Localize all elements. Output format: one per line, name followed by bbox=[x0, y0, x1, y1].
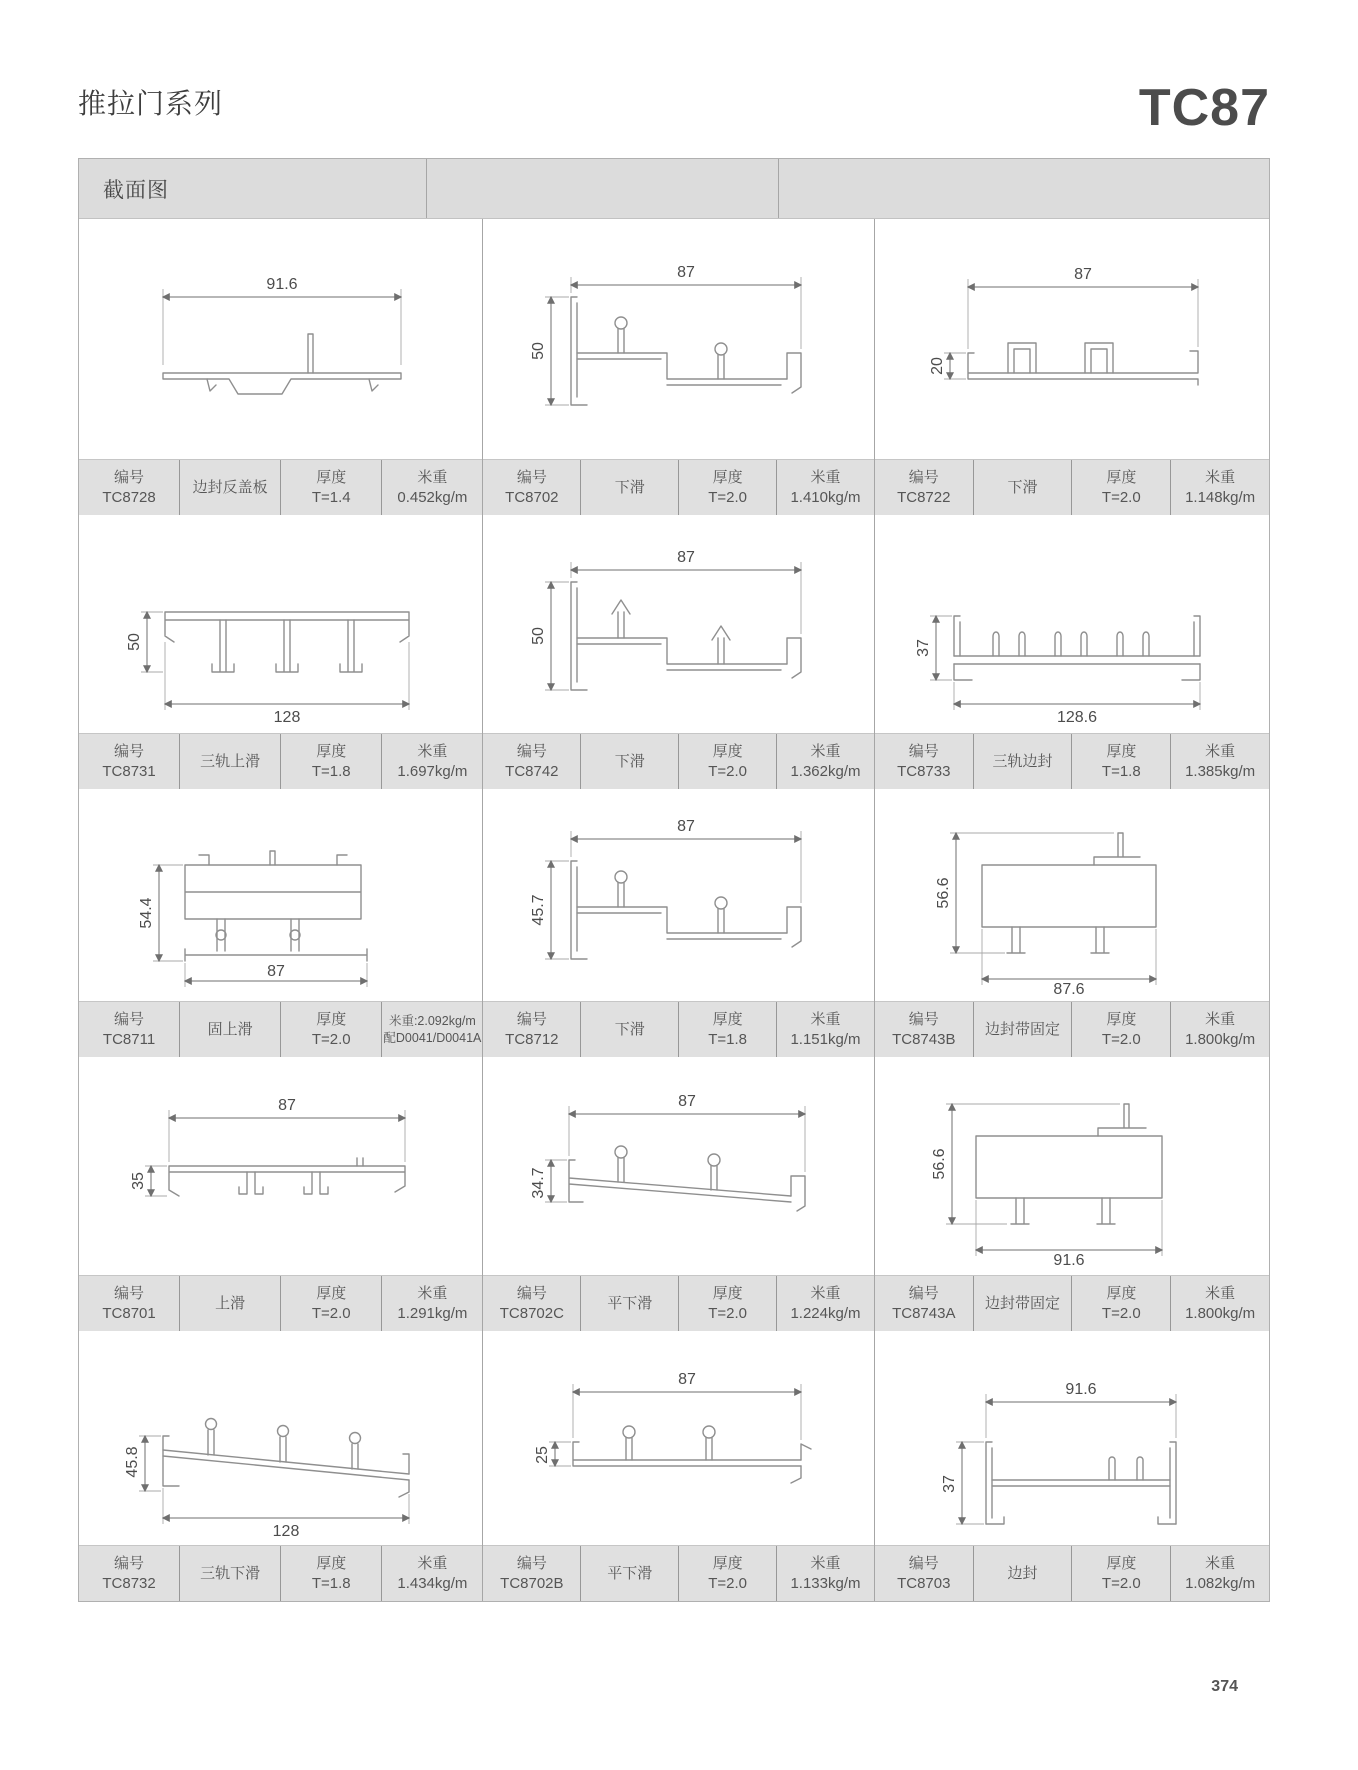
cross-section-drawing-TC8711 bbox=[111, 795, 451, 995]
spec-thickness: 厚度 T=2.0 bbox=[1071, 460, 1170, 515]
table-header-cell bbox=[426, 159, 777, 218]
profile-cell-TC8728 bbox=[79, 219, 482, 515]
spec-name: 三轨边封 bbox=[973, 734, 1072, 789]
dim-label: 50 bbox=[529, 342, 547, 360]
spec-weight: 米重 1.291kg/m bbox=[381, 1276, 482, 1331]
table-row bbox=[79, 219, 1269, 515]
dim-label: 91.6 bbox=[1065, 1381, 1097, 1398]
spec-code: 编号 TC8743B bbox=[892, 1011, 956, 1048]
spec-thickness: 厚度 T=2.0 bbox=[678, 1546, 776, 1601]
cross-section-diagram bbox=[875, 1057, 1269, 1275]
dim-label: 87 bbox=[266, 963, 285, 980]
dim-label: 54.4 bbox=[137, 897, 155, 929]
dim-label: 91.6 bbox=[266, 276, 298, 293]
profile-cell-TC8743A bbox=[874, 1057, 1269, 1331]
spec-weight: 米重 1.385kg/m bbox=[1170, 734, 1269, 789]
profile-cell-TC8722 bbox=[874, 219, 1269, 515]
series-title: 推拉门系列 bbox=[78, 88, 224, 119]
cross-section-drawing-TC8742 bbox=[509, 524, 849, 724]
dim-label: 87 bbox=[676, 264, 695, 281]
spec-strip bbox=[483, 1545, 874, 1601]
spec-thickness: 厚度 T=2.0 bbox=[1071, 1276, 1170, 1331]
spec-name: 下滑 bbox=[580, 1002, 678, 1057]
table-header-row bbox=[79, 159, 1269, 219]
dim-label: 45.8 bbox=[123, 1446, 141, 1478]
cross-section-diagram bbox=[79, 789, 482, 1001]
spec-name: 上滑 bbox=[179, 1276, 280, 1331]
dim-label: 35 bbox=[129, 1172, 147, 1190]
spec-weight: 米重 1.082kg/m bbox=[1170, 1546, 1269, 1601]
spec-weight: 米重:2.092kg/m 配D0041/D0041A bbox=[381, 1002, 482, 1057]
table-row bbox=[79, 789, 1269, 1057]
profile-cell-TC8743B bbox=[874, 789, 1269, 1057]
profile-cell-TC8742 bbox=[482, 515, 874, 789]
cross-section-diagram bbox=[79, 1057, 482, 1275]
table-row bbox=[79, 515, 1269, 789]
spec-weight: 米重 1.151kg/m bbox=[776, 1002, 874, 1057]
dim-label: 87 bbox=[677, 1371, 696, 1388]
spec-name: 平下滑 bbox=[580, 1276, 678, 1331]
dim-label: 128.6 bbox=[1056, 709, 1097, 724]
spec-weight: 米重 1.800kg/m bbox=[1170, 1002, 1269, 1057]
profile-cell-TC8701 bbox=[79, 1057, 482, 1331]
table-row bbox=[79, 1331, 1269, 1601]
spec-strip bbox=[483, 1275, 874, 1331]
spec-weight: 米重 1.800kg/m bbox=[1170, 1276, 1269, 1331]
spec-thickness: 厚度 T=2.0 bbox=[1071, 1546, 1170, 1601]
cross-section-diagram bbox=[79, 515, 482, 733]
dim-label: 37 bbox=[940, 1475, 958, 1493]
spec-weight: 米重 1.434kg/m bbox=[381, 1546, 482, 1601]
cross-section-drawing-TC8722 bbox=[902, 239, 1242, 439]
dim-label: 34.7 bbox=[529, 1167, 547, 1199]
spec-strip bbox=[483, 1001, 874, 1057]
dim-label: 20 bbox=[928, 357, 946, 375]
cross-section-diagram bbox=[483, 1057, 874, 1275]
spec-thickness: 厚度 T=2.0 bbox=[678, 460, 776, 515]
cross-section-drawing-TC8743A bbox=[902, 1066, 1242, 1266]
spec-name: 下滑 bbox=[580, 460, 678, 515]
cross-section-diagram bbox=[875, 515, 1269, 733]
spec-code: 编号 TC8733 bbox=[897, 743, 951, 780]
spec-strip bbox=[875, 733, 1269, 789]
dim-label: 50 bbox=[529, 627, 547, 645]
cross-section-drawing-TC8702 bbox=[509, 239, 849, 439]
cross-section-drawing-TC8702B bbox=[509, 1338, 849, 1538]
profile-table bbox=[78, 158, 1270, 1602]
cross-section-drawing-TC8732 bbox=[111, 1338, 451, 1538]
cross-section-drawing-TC8702C bbox=[509, 1066, 849, 1266]
spec-code: 编号 TC8732 bbox=[102, 1555, 156, 1592]
cross-section-drawing-TC8731 bbox=[111, 524, 451, 724]
cross-section-drawing-TC8728 bbox=[111, 239, 451, 439]
spec-thickness: 厚度 T=1.8 bbox=[280, 1546, 381, 1601]
spec-code: 编号 TC8731 bbox=[102, 743, 156, 780]
spec-strip bbox=[875, 1275, 1269, 1331]
dim-label: 37 bbox=[914, 639, 932, 657]
spec-name: 三轨上滑 bbox=[179, 734, 280, 789]
spec-code: 编号 TC8712 bbox=[505, 1011, 559, 1048]
spec-weight: 米重 1.697kg/m bbox=[381, 734, 482, 789]
profile-cell-TC8702C bbox=[482, 1057, 874, 1331]
dim-label: 91.6 bbox=[1053, 1252, 1085, 1266]
cross-section-diagram bbox=[875, 789, 1269, 1001]
table-header-cell: 截面图 bbox=[103, 178, 169, 202]
table-row bbox=[79, 1057, 1269, 1331]
profile-cell-TC8711 bbox=[79, 789, 482, 1057]
dim-label: 87 bbox=[1074, 266, 1092, 283]
spec-thickness: 厚度 T=1.8 bbox=[280, 734, 381, 789]
cross-section-diagram bbox=[875, 219, 1269, 459]
cross-section-drawing-TC8743B bbox=[902, 795, 1242, 995]
spec-thickness: 厚度 T=2.0 bbox=[280, 1276, 381, 1331]
profile-cell-TC8712 bbox=[482, 789, 874, 1057]
dim-label: 56.6 bbox=[930, 1148, 948, 1180]
dim-label: 45.7 bbox=[529, 894, 547, 926]
profile-cell-TC8702B bbox=[482, 1331, 874, 1601]
cross-section-diagram bbox=[483, 219, 874, 459]
profile-cell-TC8733 bbox=[874, 515, 1269, 789]
dim-label: 87 bbox=[676, 818, 695, 835]
spec-strip bbox=[79, 1275, 482, 1331]
spec-strip bbox=[79, 733, 482, 789]
spec-code: 编号 TC8728 bbox=[102, 469, 156, 506]
spec-thickness: 厚度 T=1.8 bbox=[678, 1002, 776, 1057]
spec-weight: 米重 1.362kg/m bbox=[776, 734, 874, 789]
dim-label: 128 bbox=[272, 1523, 300, 1538]
cross-section-drawing-TC8733 bbox=[902, 524, 1242, 724]
cross-section-diagram bbox=[79, 219, 482, 459]
spec-code: 编号 TC8711 bbox=[102, 1011, 156, 1048]
profile-cell-TC8731 bbox=[79, 515, 482, 789]
spec-name: 固上滑 bbox=[179, 1002, 280, 1057]
spec-code: 编号 TC8702C bbox=[499, 1285, 564, 1322]
spec-thickness: 厚度 T=2.0 bbox=[678, 734, 776, 789]
spec-name: 边封带固定 bbox=[973, 1002, 1072, 1057]
spec-strip bbox=[483, 459, 874, 515]
spec-strip bbox=[79, 459, 482, 515]
spec-thickness: 厚度 T=1.4 bbox=[280, 460, 381, 515]
cross-section-diagram bbox=[483, 1331, 874, 1545]
spec-code: 编号 TC8742 bbox=[505, 743, 559, 780]
spec-code: 编号 TC8702B bbox=[500, 1555, 564, 1592]
spec-strip bbox=[79, 1545, 482, 1601]
dim-label: 128 bbox=[273, 709, 301, 724]
cross-section-diagram bbox=[483, 515, 874, 733]
spec-code: 编号 TC8701 bbox=[102, 1285, 156, 1322]
spec-name: 边封反盖板 bbox=[179, 460, 280, 515]
spec-name: 边封 bbox=[973, 1546, 1072, 1601]
spec-name: 下滑 bbox=[580, 734, 678, 789]
spec-name: 三轨下滑 bbox=[179, 1546, 280, 1601]
spec-thickness: 厚度 T=1.8 bbox=[1071, 734, 1170, 789]
spec-name: 边封带固定 bbox=[973, 1276, 1072, 1331]
spec-code: 编号 TC8722 bbox=[897, 469, 951, 506]
dim-label: 50 bbox=[125, 633, 143, 651]
dim-label: 25 bbox=[533, 1446, 551, 1464]
cross-section-drawing-TC8703 bbox=[902, 1338, 1242, 1538]
spec-weight: 米重 0.452kg/m bbox=[381, 460, 482, 515]
spec-strip bbox=[483, 733, 874, 789]
dim-label: 56.6 bbox=[934, 877, 952, 909]
profile-cell-TC8703 bbox=[874, 1331, 1269, 1601]
spec-thickness: 厚度 T=2.0 bbox=[1071, 1002, 1170, 1057]
profile-cell-TC8732 bbox=[79, 1331, 482, 1601]
series-code: TC87 bbox=[1138, 79, 1270, 137]
spec-weight: 米重 1.148kg/m bbox=[1170, 460, 1269, 515]
dim-label: 87 bbox=[277, 1097, 296, 1114]
dim-label: 87 bbox=[676, 549, 695, 566]
spec-weight: 米重 1.133kg/m bbox=[776, 1546, 874, 1601]
spec-strip bbox=[875, 459, 1269, 515]
cross-section-diagram bbox=[875, 1331, 1269, 1545]
dim-label: 87.6 bbox=[1053, 981, 1085, 995]
table-header-cell bbox=[778, 159, 1269, 218]
profile-cell-TC8702 bbox=[482, 219, 874, 515]
spec-strip bbox=[875, 1001, 1269, 1057]
cross-section-drawing-TC8701 bbox=[111, 1066, 451, 1266]
spec-weight: 米重 1.410kg/m bbox=[776, 460, 874, 515]
spec-code: 编号 TC8702 bbox=[505, 469, 559, 506]
spec-code: 编号 TC8743A bbox=[892, 1285, 956, 1322]
spec-strip bbox=[875, 1545, 1269, 1601]
spec-name: 平下滑 bbox=[580, 1546, 678, 1601]
spec-thickness: 厚度 T=2.0 bbox=[678, 1276, 776, 1331]
cross-section-diagram bbox=[79, 1331, 482, 1545]
spec-name: 下滑 bbox=[973, 460, 1072, 515]
spec-strip bbox=[79, 1001, 482, 1057]
spec-code: 编号 TC8703 bbox=[897, 1555, 951, 1592]
cross-section-diagram bbox=[483, 789, 874, 1001]
spec-thickness: 厚度 T=2.0 bbox=[280, 1002, 381, 1057]
spec-weight: 米重 1.224kg/m bbox=[776, 1276, 874, 1331]
dim-label: 87 bbox=[677, 1093, 696, 1110]
cross-section-drawing-TC8712 bbox=[509, 795, 849, 995]
page-number: 374 bbox=[1211, 1678, 1238, 1695]
